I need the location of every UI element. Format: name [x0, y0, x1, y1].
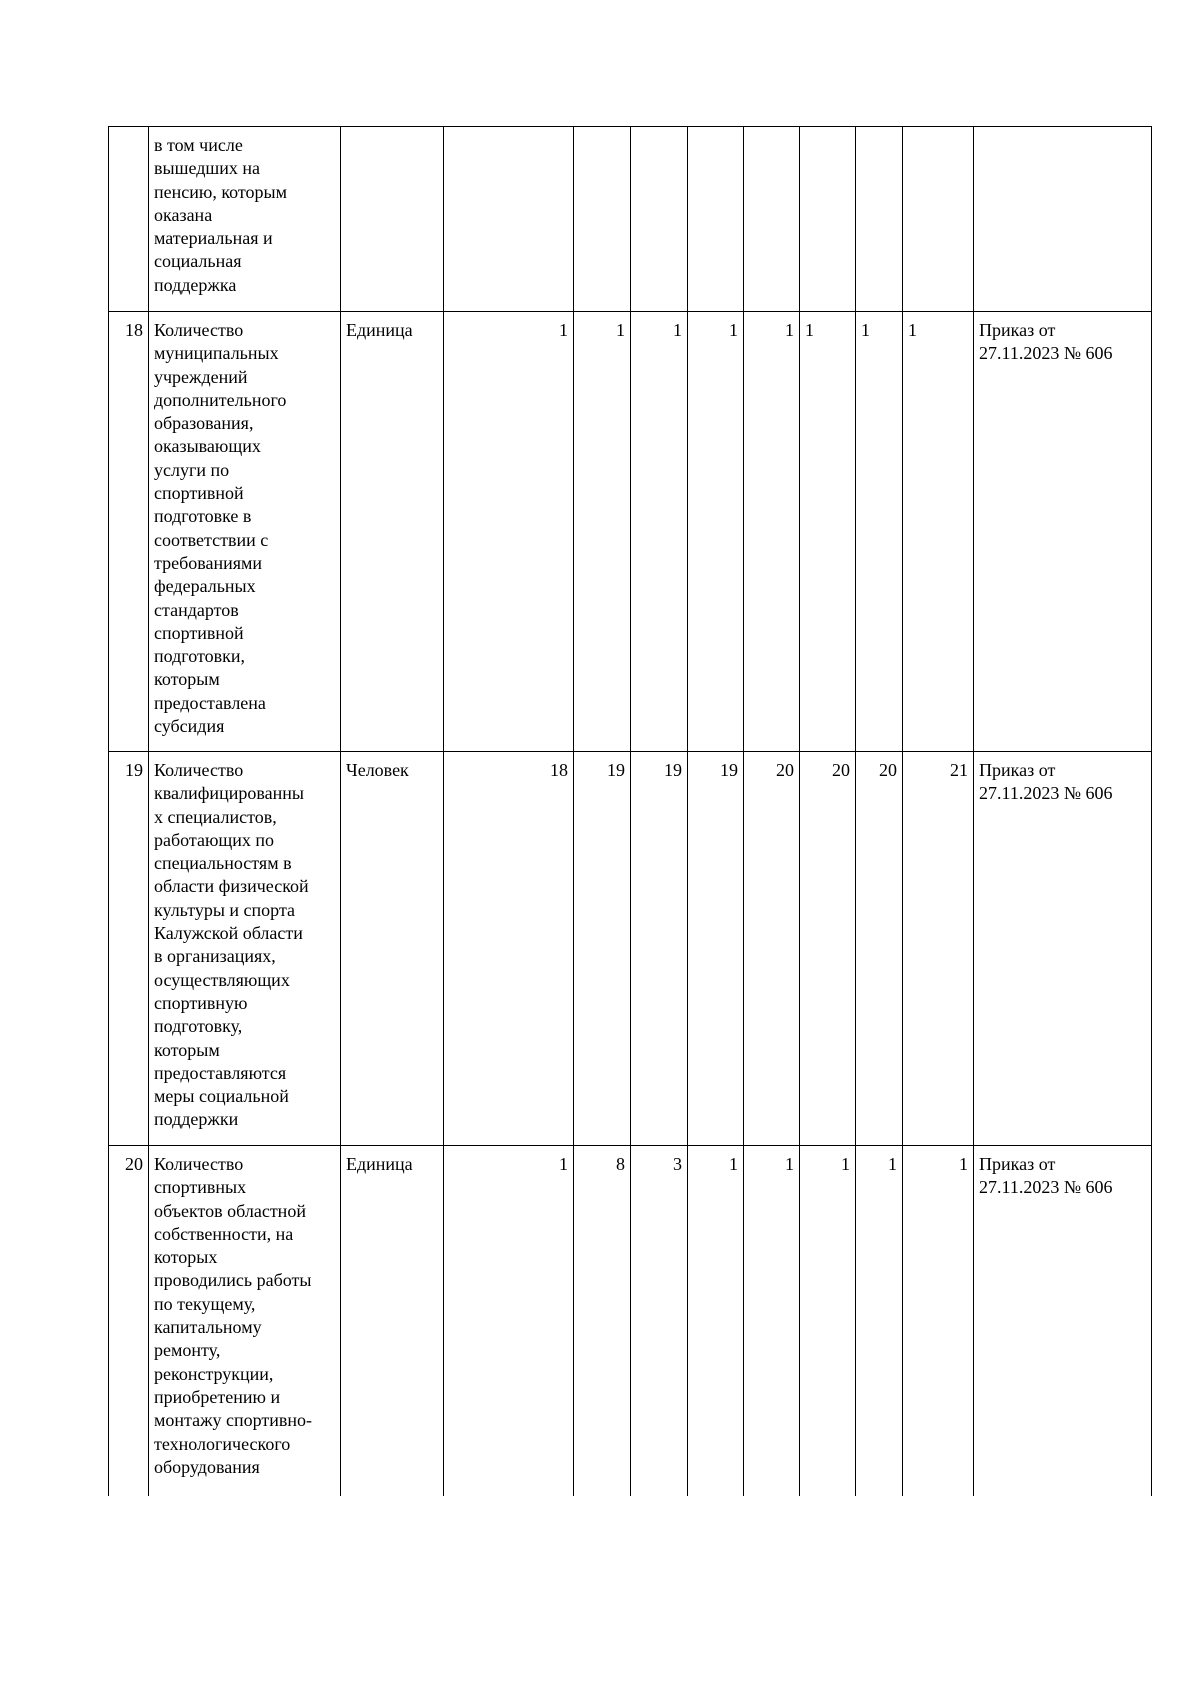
table-row — [109, 1146, 1152, 1496]
value-cell: 21 — [903, 752, 974, 1146]
row-number — [109, 127, 149, 312]
value-cell: 1 — [688, 312, 744, 752]
row-number: 20 — [109, 1146, 149, 1496]
table-row — [109, 127, 1152, 312]
value-cell: 1 — [903, 312, 974, 752]
indicator-name: Количество муниципальных учреждений дополнительного образования, оказывающих услуги по спортивной подготовке в соответствии с требованиями федеральных стандартов спортивной подготовки, которым предоставлена субсидия — [149, 312, 341, 752]
value-cell: 1 — [444, 1146, 574, 1496]
value-cell: 1 — [631, 312, 688, 752]
unit-cell: Единица — [341, 312, 444, 752]
value-cell: 18 — [444, 752, 574, 1146]
value-cell: 19 — [631, 752, 688, 1146]
value-cell: 3 — [631, 1146, 688, 1496]
value-cell: 1 — [444, 312, 574, 752]
source-cell — [974, 127, 1152, 312]
row-number: 18 — [109, 312, 149, 752]
value-cell: 1 — [800, 312, 856, 752]
value-cell: 1 — [744, 312, 800, 752]
value-cell: 20 — [800, 752, 856, 1146]
value-cell: 20 — [856, 752, 903, 1146]
source-cell: Приказ от 27.11.2023 № 606 — [974, 312, 1152, 752]
source-cell: Приказ от 27.11.2023 № 606 — [974, 752, 1152, 1146]
value-cell — [574, 127, 631, 312]
value-cell: 20 — [744, 752, 800, 1146]
indicators-table — [108, 126, 1152, 1496]
value-cell: 1 — [688, 1146, 744, 1496]
indicator-name: Количество квалифицированны х специалистов, работающих по специальностям в области физической культуры и спорта Калужской области в организациях, осуществляющих спортивную подготовку, которым предоставляются меры социальной поддержки — [149, 752, 341, 1146]
value-cell: 1 — [856, 1146, 903, 1496]
value-cell: 19 — [574, 752, 631, 1146]
table-row — [109, 752, 1152, 1146]
indicator-name: в том числе вышедших на пенсию, которым оказана материальная и социальная поддержка — [149, 127, 341, 312]
value-cell: 1 — [903, 1146, 974, 1496]
value-cell — [903, 127, 974, 312]
value-cell: 1 — [800, 1146, 856, 1496]
indicator-name: Количество спортивных объектов областной собственности, на которых проводились работы по текущему, капитальному ремонту, реконструкции, приобретению и монтажу спортивно- технологического оборудования — [149, 1146, 341, 1496]
value-cell: 19 — [688, 752, 744, 1146]
value-cell — [444, 127, 574, 312]
value-cell — [800, 127, 856, 312]
table-row — [109, 312, 1152, 752]
value-cell: 8 — [574, 1146, 631, 1496]
unit-cell: Человек — [341, 752, 444, 1146]
value-cell: 1 — [744, 1146, 800, 1496]
value-cell: 1 — [856, 312, 903, 752]
value-cell — [856, 127, 903, 312]
row-number: 19 — [109, 752, 149, 1146]
source-cell: Приказ от 27.11.2023 № 606 — [974, 1146, 1152, 1496]
value-cell: 1 — [574, 312, 631, 752]
unit-cell — [341, 127, 444, 312]
value-cell — [744, 127, 800, 312]
unit-cell: Единица — [341, 1146, 444, 1496]
value-cell — [688, 127, 744, 312]
value-cell — [631, 127, 688, 312]
